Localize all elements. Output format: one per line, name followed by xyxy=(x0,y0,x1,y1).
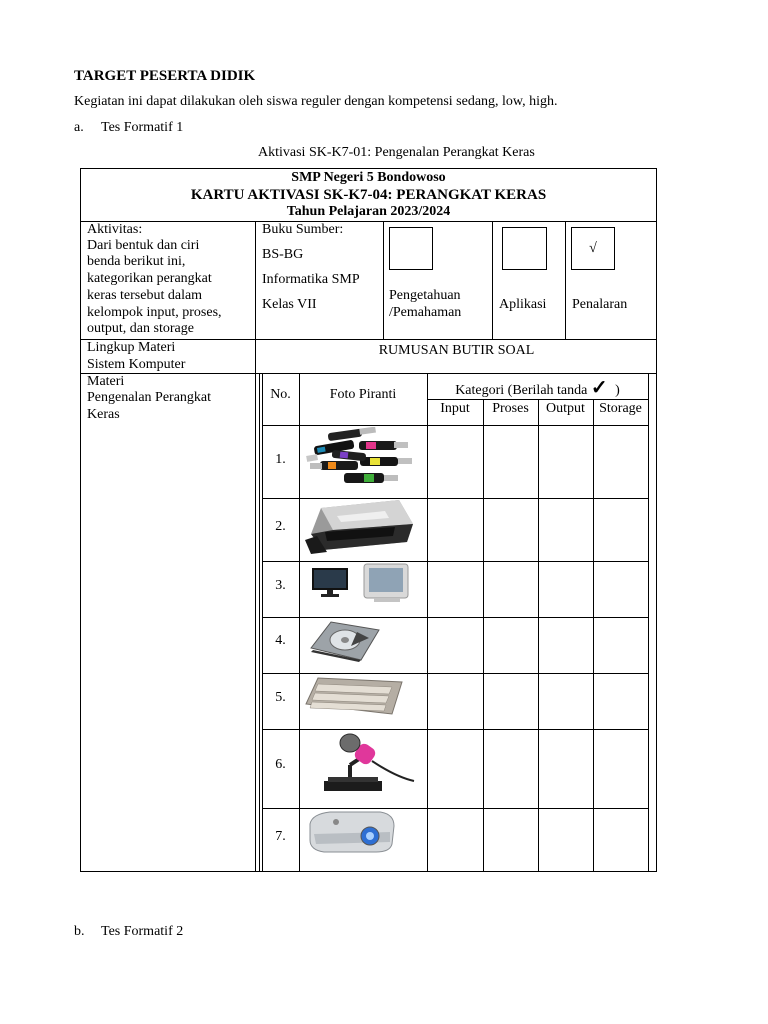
rumusan-title: RUMUSAN BUTIR SOAL xyxy=(378,343,535,358)
level-checkbox-pengetahuan[interactable] xyxy=(389,227,433,270)
keyboard-icon xyxy=(304,674,404,720)
level-label: /Pemahaman xyxy=(389,305,462,320)
answer-cell-proses[interactable] xyxy=(484,674,538,729)
buku-label: Buku Sumber: xyxy=(262,222,344,237)
answer-cell-storage[interactable] xyxy=(594,674,648,729)
answer-cell-storage[interactable] xyxy=(594,426,648,498)
monitor-icon xyxy=(308,562,414,604)
answer-cell-output[interactable] xyxy=(539,426,593,498)
answer-cell-proses[interactable] xyxy=(484,499,538,561)
answer-cell-output[interactable] xyxy=(539,562,593,617)
page-heading: TARGET PESERTA DIDIK xyxy=(74,68,256,84)
row-number: 1. xyxy=(275,452,286,467)
projector-icon xyxy=(306,808,398,856)
buku-item: BS-BG xyxy=(262,247,304,262)
answer-cell-output[interactable] xyxy=(539,809,593,872)
answer-cell-output[interactable] xyxy=(539,618,593,673)
table-caption: Aktivasi SK-K7-01: Pengenalan Perangkat Keras xyxy=(258,145,535,160)
col-header-foto: Foto Piranti xyxy=(329,387,397,402)
harddisk-icon xyxy=(305,618,383,664)
answer-cell-input[interactable] xyxy=(428,809,483,872)
level-label: Aplikasi xyxy=(499,297,547,312)
answer-cell-proses[interactable] xyxy=(484,426,538,498)
row-number: 7. xyxy=(275,829,286,844)
answer-cell-input[interactable] xyxy=(428,562,483,617)
answer-cell-storage[interactable] xyxy=(594,499,648,561)
section-b-marker: b. xyxy=(74,924,85,939)
aktivitas-line: output, dan storage xyxy=(87,321,194,336)
usb-flashdisk-icon xyxy=(304,427,416,489)
answer-cell-storage[interactable] xyxy=(594,809,648,872)
answer-cell-proses[interactable] xyxy=(484,618,538,673)
materi-value: Keras xyxy=(87,407,120,422)
category-header-input: Input xyxy=(440,401,470,416)
buku-item: Informatika SMP xyxy=(262,272,360,287)
aktivitas-line: kategorikan perangkat xyxy=(87,271,212,286)
answer-cell-input[interactable] xyxy=(428,674,483,729)
row-number: 3. xyxy=(275,578,286,593)
kategori-label: Kategori (Berilah tanda xyxy=(455,383,588,398)
aktivitas-label: Aktivitas: xyxy=(87,222,143,237)
aktivitas-line: keras tersebut dalam xyxy=(87,288,203,303)
answer-cell-output[interactable] xyxy=(539,674,593,729)
answer-cell-input[interactable] xyxy=(428,618,483,673)
section-a-title: Tes Formatif 1 xyxy=(101,120,184,135)
row-number: 2. xyxy=(275,519,286,534)
kategori-header xyxy=(427,375,648,400)
category-header-output: Output xyxy=(546,401,585,416)
aktivitas-line: kelompok input, proses, xyxy=(87,305,222,320)
answer-cell-storage[interactable] xyxy=(594,618,648,673)
school-name: SMP Negeri 5 Bondowoso xyxy=(291,170,446,185)
row-number: 6. xyxy=(275,757,286,772)
answer-cell-output[interactable] xyxy=(539,730,593,808)
answer-cell-storage[interactable] xyxy=(594,730,648,808)
answer-cell-storage[interactable] xyxy=(594,562,648,617)
microphone-icon xyxy=(316,733,420,795)
section-b-title: Tes Formatif 2 xyxy=(101,924,184,939)
school-year: Tahun Pelajaran 2023/2024 xyxy=(286,204,451,219)
row-number: 4. xyxy=(275,633,286,648)
lingkup-label: Lingkup Materi xyxy=(87,340,176,355)
answer-cell-input[interactable] xyxy=(428,499,483,561)
card-title: KARTU AKTIVASI SK-K7-04: PERANGKAT KERAS xyxy=(190,187,547,203)
answer-cell-input[interactable] xyxy=(428,730,483,808)
col-header-no: No. xyxy=(270,387,291,402)
row-number: 5. xyxy=(275,690,286,705)
intro-text: Kegiatan ini dapat dilakukan oleh siswa reguler dengan kompetensi sedang, low, high. xyxy=(74,94,558,109)
aktivitas-line: Dari bentuk dan ciri xyxy=(87,238,200,253)
answer-cell-input[interactable] xyxy=(428,426,483,498)
printer-icon xyxy=(303,496,417,554)
checkmark-icon: ✓ xyxy=(590,377,608,399)
level-mark: √ xyxy=(589,241,597,256)
answer-cell-proses[interactable] xyxy=(484,730,538,808)
kategori-close: ) xyxy=(615,383,620,398)
level-checkbox-aplikasi[interactable] xyxy=(502,227,547,270)
materi-label: Materi xyxy=(87,374,125,389)
lingkup-value: Sistem Komputer xyxy=(87,357,186,372)
level-label: Pengetahuan xyxy=(389,288,461,303)
category-header-proses: Proses xyxy=(492,401,529,416)
answer-cell-proses[interactable] xyxy=(484,562,538,617)
aktivitas-line: benda berikut ini, xyxy=(87,254,186,269)
materi-value: Pengenalan Perangkat xyxy=(87,390,212,405)
answer-cell-proses[interactable] xyxy=(484,809,538,872)
level-label: Penalaran xyxy=(572,297,628,312)
buku-item: Kelas VII xyxy=(262,297,317,312)
answer-cell-output[interactable] xyxy=(539,499,593,561)
level-checkbox-penalaran[interactable] xyxy=(571,227,615,270)
category-header-storage: Storage xyxy=(599,401,642,416)
section-a-marker: a. xyxy=(74,120,84,135)
